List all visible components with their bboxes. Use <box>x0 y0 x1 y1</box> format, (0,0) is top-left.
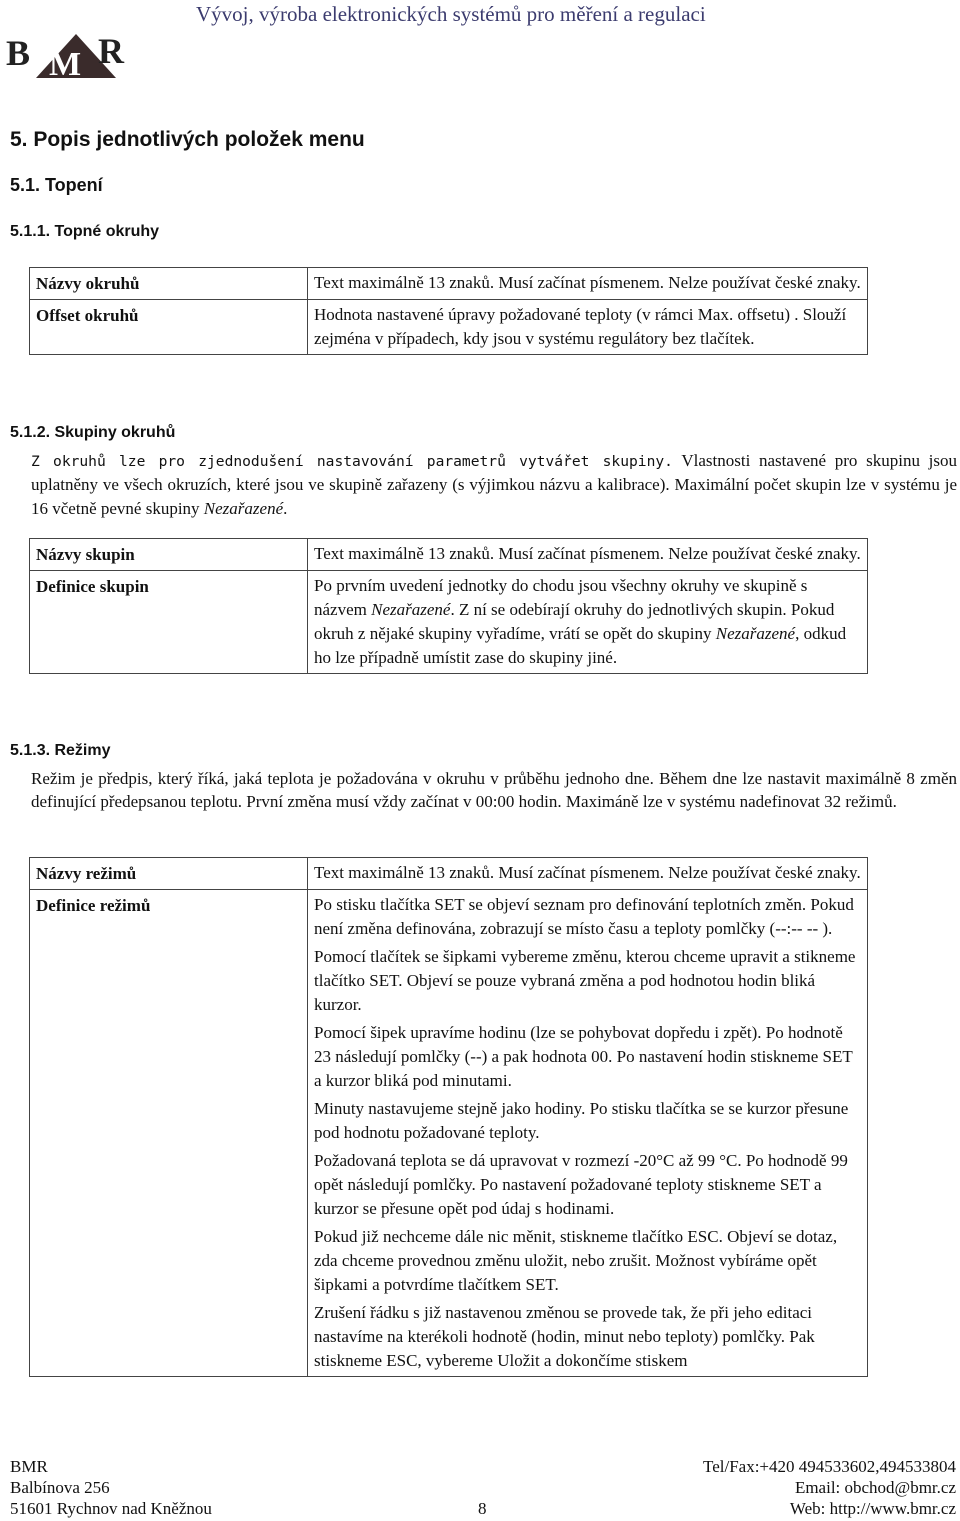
logo-letter-b: B <box>6 33 31 73</box>
definice-skupin-text-a: Po prvním uvedení jednotky do chodu jsou všechny okruhy ve skupině s názvem <box>314 576 808 619</box>
rezimy-table <box>29 857 868 1377</box>
heading-skupiny-okruhu: 5.1.2. Skupiny okruhů <box>10 424 176 441</box>
row-value <box>308 571 868 674</box>
table-row <box>30 571 868 674</box>
rezimy-paragraph: Režim je předpis, který říká, jaká teplota je požadována v okruhu v průběhu jednoho dne. Během dne lze nastavit maximálně 8 změn definující předepsanou teplotu. První změna musí vždy začínat v 00:00 hodin. Maximáně lze v systému nadefinovat 32 režimů. <box>31 769 957 811</box>
definice-rezimu-paragraph: Pokud již nechceme dále nic měnit, stiskneme tlačítko ESC. Objeví se dotaz, zda chceme provednou změnu uložit, nebo zrušit. Možnost vybíráme opět šipkami a potvrdíme tlačítkem SET. <box>314 1227 838 1294</box>
row-value <box>308 890 868 1377</box>
row-key: Definice skupin <box>30 571 308 674</box>
table-row <box>30 268 868 300</box>
topne-okruhy-table <box>29 267 868 355</box>
skupiny-paragraph-part2: Vlastnosti nastavené pro skupinu jsou uplatněny ve všech okruzích, které jsou ve skupině zařazeny (s výjimkou názvu a kalibrace). Maximální počet skupin lze v systému je 16 včetně pevné skupiny <box>31 451 958 518</box>
row-value: Text maximálně 13 znaků. Musí začínat písmenem. Nelze používat české znaky. <box>308 268 868 300</box>
footer-contact <box>703 1456 956 1519</box>
definice-rezimu-paragraph: Po stisku tlačítka SET se objeví seznam pro definování teplotních změn. Pokud není změna definována, zobrazují se místo času a teploty pomlčky (--:-- -- ). <box>314 895 854 938</box>
definice-skupin-italic-2: Nezařazené <box>715 624 796 643</box>
skupiny-paragraph-end: . <box>283 499 288 518</box>
heading-menu-items: 5. Popis jednotlivých položek menu <box>10 128 365 151</box>
row-key: Názvy skupin <box>30 539 308 571</box>
definice-skupin-text-c: , odkud ho lze případně umístit zase do skupiny jiné. <box>314 624 847 667</box>
definice-skupin-italic-1: Nezařazené <box>371 600 451 619</box>
skupiny-paragraph-italic: Nezařazené <box>203 499 284 518</box>
bmr-logo <box>6 30 124 84</box>
logo-letter-r: R <box>98 31 124 71</box>
definice-skupin-text-b: . Z ní se odebírají okruhy do jednotlivých skupin. Pokud okruh z nějaké skupiny vyřadíme, vrátí se opět do skupiny <box>314 600 835 643</box>
footer-city: 51601 Rychnov nad Kněžnou <box>10 1499 212 1518</box>
row-key: Názvy režimů <box>30 858 308 890</box>
row-value: Hodnota nastavené úpravy požadované teploty (v rámci Max. offsetu) . Slouží zejména v případech, kdy jsou v systému regulátory bez tlačítek. <box>308 300 868 355</box>
table-row <box>30 858 868 890</box>
skupiny-paragraph <box>31 449 957 521</box>
logo-letter-m: M <box>49 46 82 83</box>
definice-rezimu-paragraph: Zrušení řádku s již nastavenou změnou se provede tak, že při jeho editaci nastavíme na kterékoli hodnotě (hodin, minut nebo teploty) pomlčky. Pak stiskneme ESC, vybereme Uložit a dokončíme stiskem <box>314 1303 815 1370</box>
row-key: Názvy okruhů <box>30 268 308 300</box>
header-tagline: Vývoj, výroba elektronických systémů pro měření a regulaci <box>196 2 706 26</box>
footer-email[interactable]: Email: obchod@bmr.cz <box>794 1478 956 1497</box>
definice-rezimu-paragraph: Pomocí tlačítek se šipkami vybereme změnu, kterou chceme upravit a stikneme tlačítko SET. Objeví se pouze vybraná změna a pod hodnotou hodin bliká kurzor. <box>314 947 856 1014</box>
footer-company: BMR <box>10 1457 48 1476</box>
heading-topeni: 5.1. Topení <box>10 175 103 195</box>
heading-topne-okruhy: 5.1.1. Topné okruhy <box>10 223 160 240</box>
row-value: Text maximálně 13 znaků. Musí začínat písmenem. Nelze používat české znaky. <box>308 858 868 890</box>
definice-rezimu-paragraph: Pomocí šipek upravíme hodinu (lze se pohybovat dopředu i zpět). Po hodnotě 23 následují pomlčky (--) a pak hodnota 00. Po nastavení hodin stiskneme SET a kurzor bliká pod minutami. <box>314 1023 853 1090</box>
skupiny-table <box>29 538 868 674</box>
footer-address <box>10 1456 212 1519</box>
table-row <box>30 300 868 355</box>
footer-web[interactable]: Web: http://www.bmr.cz <box>789 1499 956 1518</box>
row-key: Definice režimů <box>30 890 308 1377</box>
definice-rezimu-paragraph: Minuty nastavujeme stejně jako hodiny. Po stisku tlačítka se se kurzor přesune pod hodnotu požadované teploty. <box>314 1099 849 1142</box>
skupiny-paragraph-part1: Z okruhů lze pro zjednodušení nastavování parametrů vytvářet skupiny. <box>31 453 673 470</box>
footer-street: Balbínova 256 <box>10 1478 110 1497</box>
page-number: 8 <box>478 1499 487 1518</box>
heading-rezimy: 5.1.3. Režimy <box>10 742 111 759</box>
row-key: Offset okruhů <box>30 300 308 355</box>
definice-rezimu-paragraph: Požadovaná teplota se dá upravovat v rozmezí -20°C až 99 °C. Po hodnodě 99 opět následují pomlčky. Po nastavení požadované teploty stiskneme SET a kurzor se přesune opět pod údaj s hodinami. <box>314 1151 848 1218</box>
footer-phone: Tel/Fax:+420 494533602,494533804 <box>703 1457 956 1476</box>
table-row <box>30 890 868 1377</box>
table-row <box>30 539 868 571</box>
row-value: Text maximálně 13 znaků. Musí začínat písmenem. Nelze používat české znaky. <box>308 539 868 571</box>
